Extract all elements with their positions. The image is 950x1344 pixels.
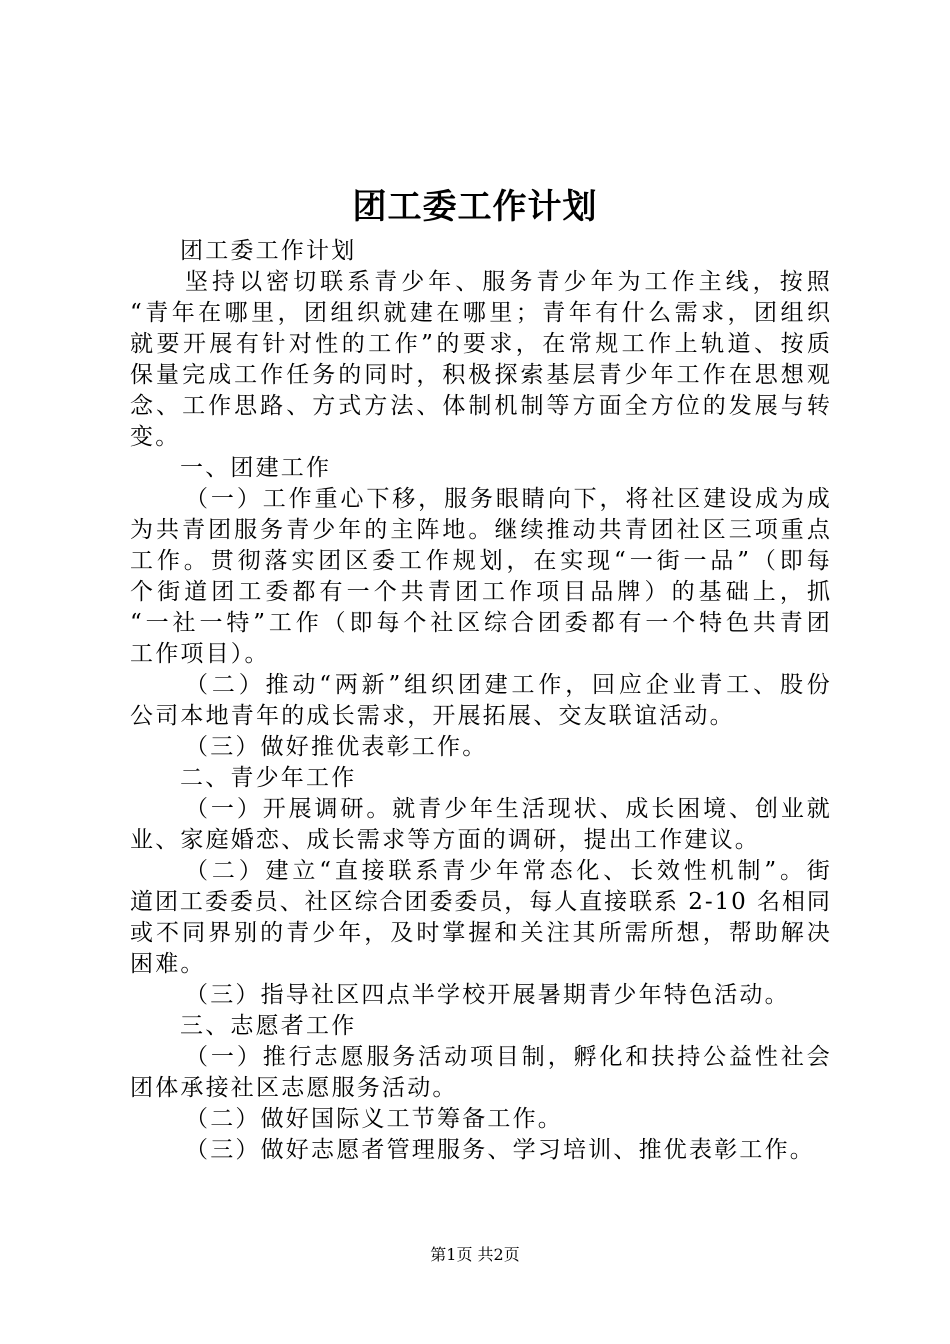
- text-line: 业、家庭婚恋、成长需求等方面的调研，提出工作建议。: [130, 827, 760, 853]
- text-line: （ 二 ） 建 立 “ 直 接 联 系 青 少 年 常 态 化 、 长 效 性 机 制 ” 。 街: [185, 858, 830, 884]
- text-line: “ 一 社 一 特 ” 工 作 （ 即 每 个 社 区 综 合 团 委 都 有 一 个 特 色 共 青 团: [130, 610, 830, 636]
- text-line: 就 要 开 展 有 针 对 性 的 工 作 ” 的 要 求 ， 在 常 规 工 作 上 轨 道 、 按 质: [130, 331, 830, 357]
- text-line: 念 、 工 作 思 路 、 方 式 方 法 、 体 制 机 制 等 方 面 全 方 位 的 发 展 与 转: [130, 393, 830, 419]
- text-line: 团工委工作计划: [180, 238, 357, 264]
- text-line: 二、青少年工作: [180, 765, 357, 791]
- text-line: 保 量 完 成 工 作 任 务 的 同 时 ， 积 极 探 索 基 层 青 少 年 工 作 在 思 想 观: [130, 362, 830, 388]
- text-line: （ 一 ） 开 展 调 研 。 就 青 少 年 生 活 现 状 、 成 长 困 境 、 创 业 就: [185, 796, 830, 822]
- text-line: 公司本地青年的成长需求，开展拓展、交友联谊活动。: [130, 703, 735, 729]
- text-line: 坚 持 以 密 切 联 系 青 少 年 、 服 务 青 少 年 为 工 作 主 线 ， 按 照: [185, 269, 830, 295]
- text-line: 工作项目）。: [130, 641, 270, 667]
- text-line: “ 青 年 在 哪 里 ， 团 组 织 就 建 在 哪 里 ； 青 年 有 什 么 需 求 ， 团 组 织: [130, 300, 830, 326]
- text-line: 道 团 工 委 委 员 、 社 区 综 合 团 委 委 员 ， 每 人 直 接 联 系 2 - 1 0 名 相 同: [130, 889, 830, 915]
- text-line: （二）做好国际义工节筹备工作。: [185, 1106, 563, 1132]
- text-line: 为 共 青 团 服 务 青 少 年 的 主 阵 地 。 继 续 推 动 共 青 团 社 区 三 项 重 点: [130, 517, 830, 543]
- text-line: 工 作 。 贯 彻 落 实 团 区 委 工 作 规 划 ， 在 实 现 “ 一 街 一 品 ” （ 即 每: [130, 548, 830, 574]
- text-line: 三、志愿者工作: [180, 1013, 357, 1039]
- document-body: [130, 236, 830, 1166]
- text-line: 个 街 道 团 工 委 都 有 一 个 共 青 团 工 作 项 目 品 牌 ） 的 基 础 上 ， 抓: [130, 579, 830, 605]
- text-line: （三）指导社区四点半学校开展暑期青少年特色活动。: [185, 982, 790, 1008]
- text-line: （三）做好推优表彰工作。: [185, 734, 488, 760]
- text-line: 团体承接社区志愿服务活动。: [130, 1075, 458, 1101]
- text-line: 或 不 同 界 别 的 青 少 年 ， 及 时 掌 握 和 关 注 其 所 需 所 想 ， 帮 助 解 决: [130, 920, 830, 946]
- text-line: 变。: [130, 424, 181, 450]
- text-line: （ 二 ） 推 动 “ 两 新 ” 组 织 团 建 工 作 ， 回 应 企 业 青 工 、 股 份: [185, 672, 830, 698]
- text-line: （ 一 ） 推 行 志 愿 服 务 活 动 项 目 制 ， 孵 化 和 扶 持 公 益 性 社 会: [185, 1044, 830, 1070]
- text-line: 困难。: [130, 951, 206, 977]
- document-title: 团工委工作计划: [352, 187, 598, 227]
- text-line: （三）做好志愿者管理服务、学习培训、推优表彰工作。: [185, 1137, 815, 1163]
- text-line: 一、团建工作: [180, 455, 332, 481]
- page-footer: 第1页 共2页: [430, 1245, 520, 1264]
- text-line: （ 一 ） 工 作 重 心 下 移 ， 服 务 眼 睛 向 下 ， 将 社 区 建 设 成 为 成: [185, 486, 830, 512]
